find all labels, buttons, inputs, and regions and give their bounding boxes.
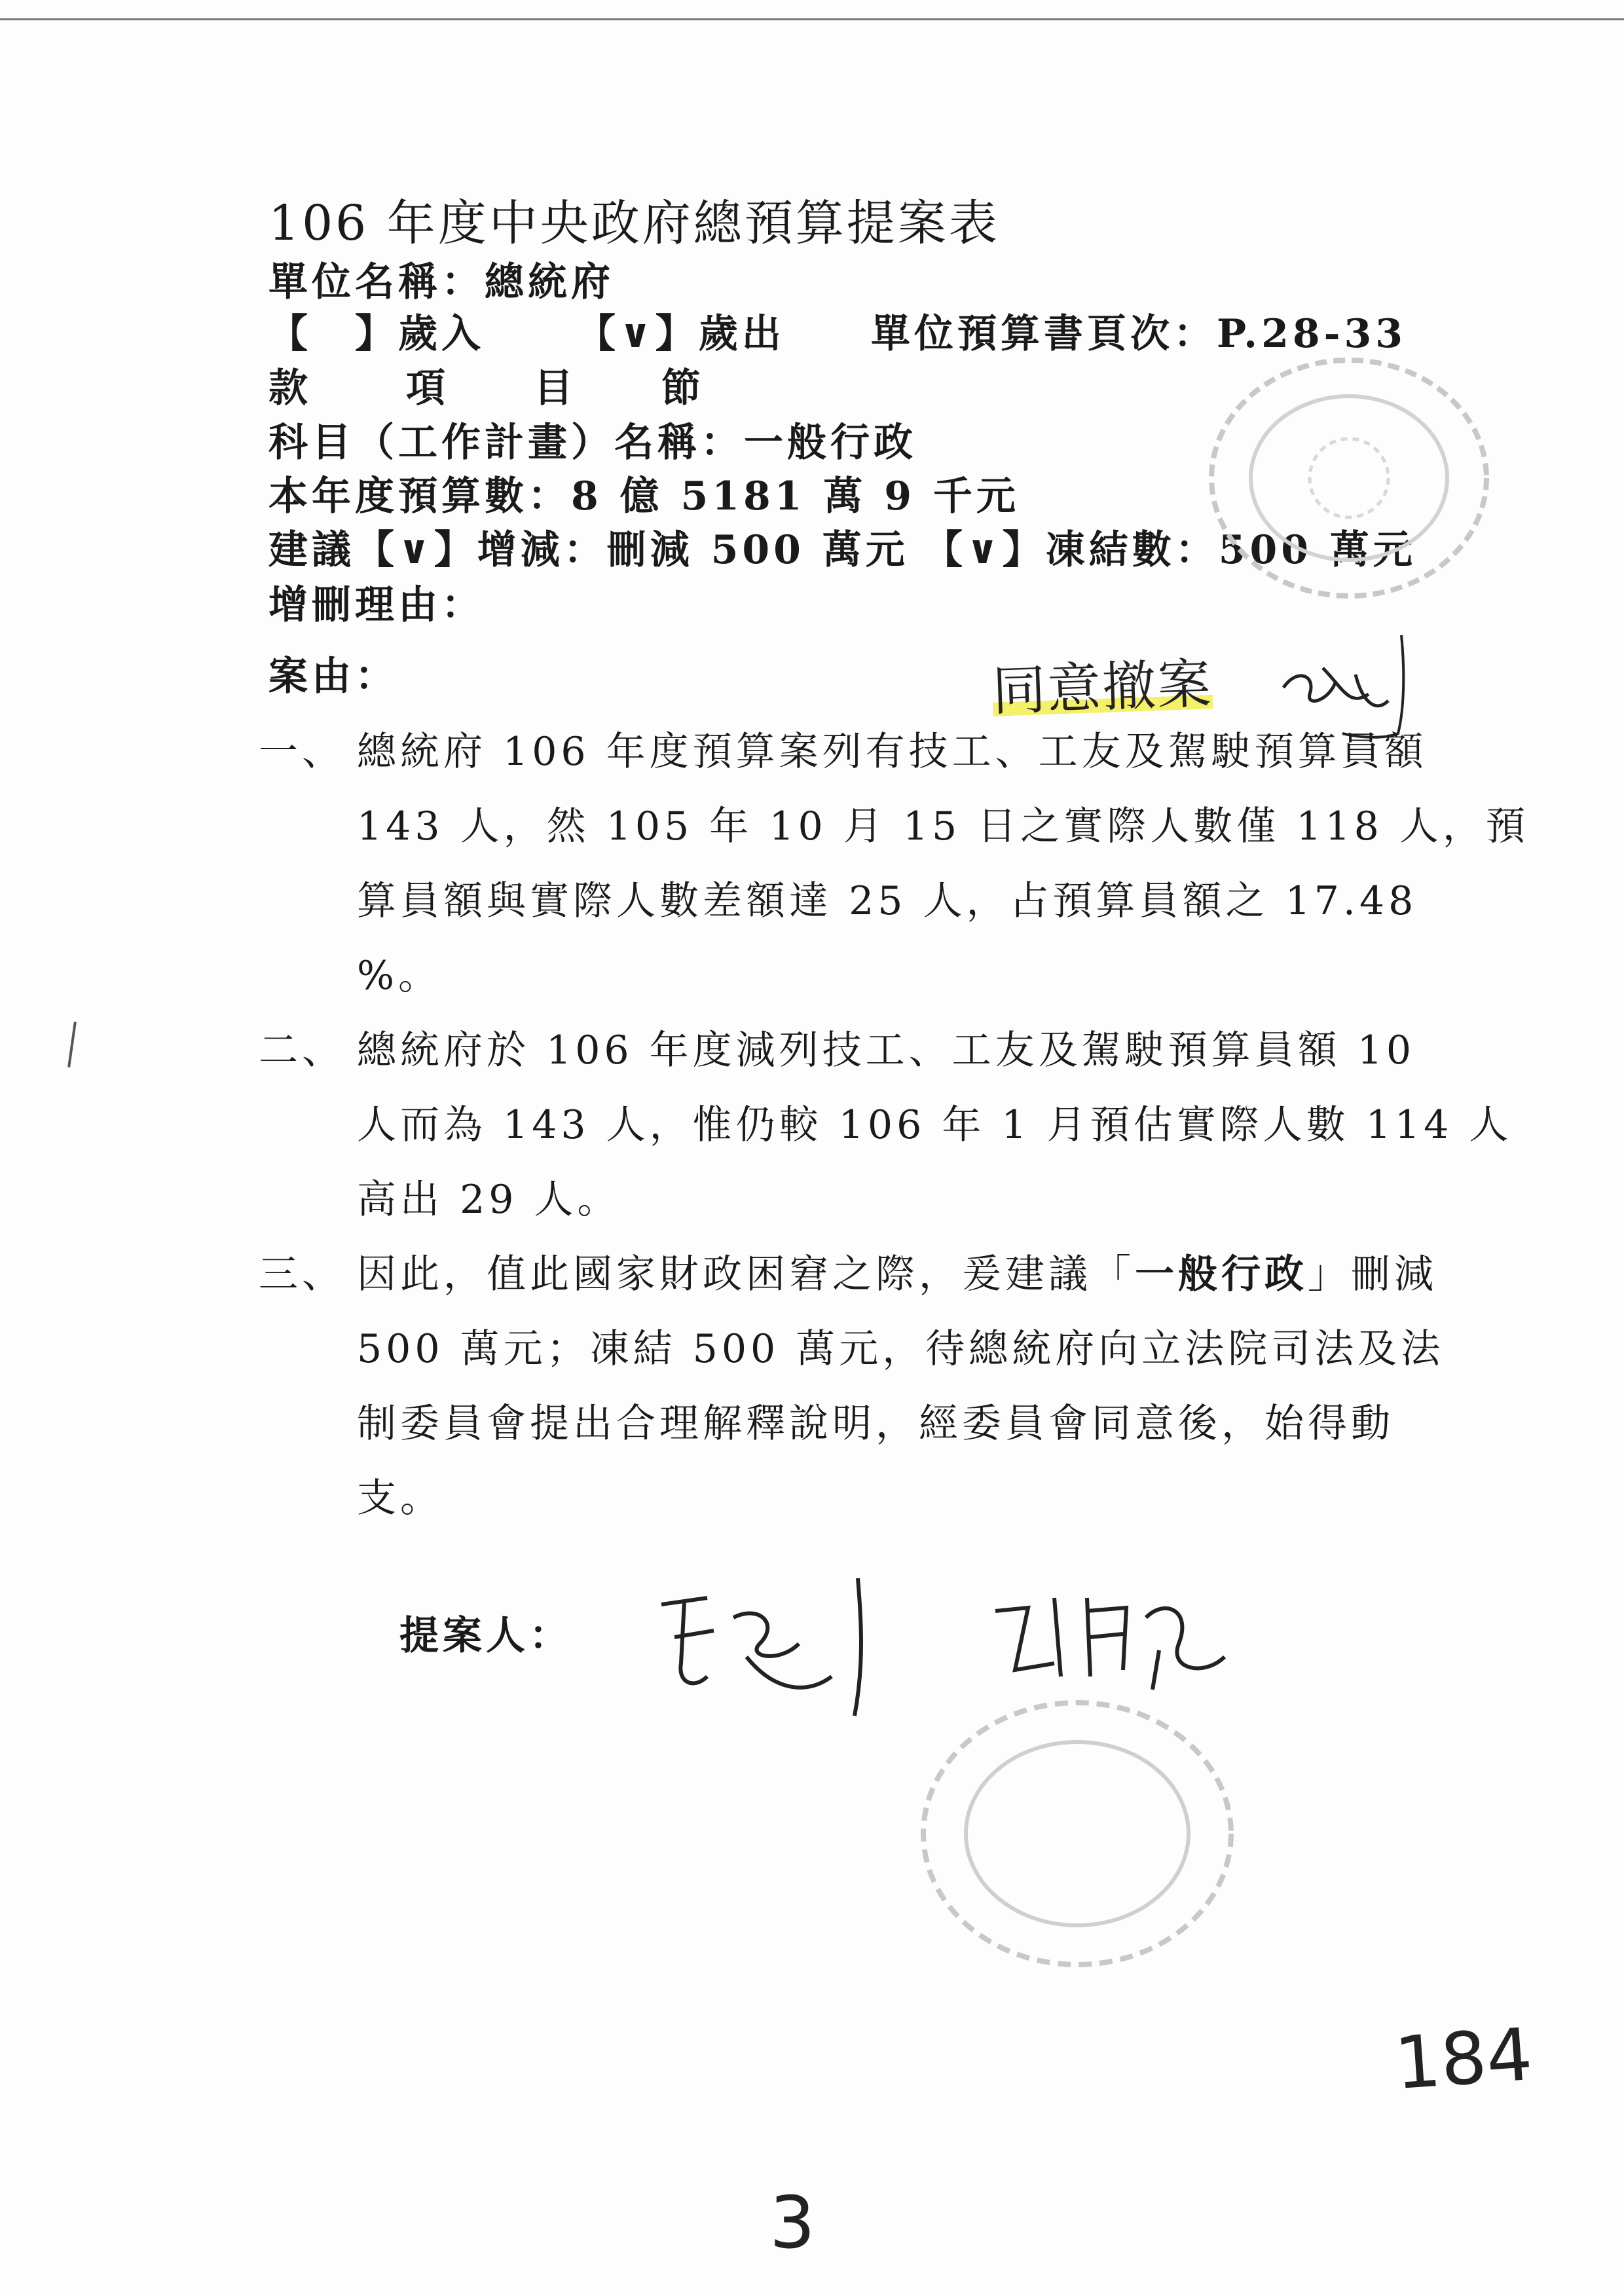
scan-top-edge (0, 18, 1624, 20)
official-seal-top (1198, 347, 1500, 609)
item-3-line-1-bold: 一般行政 (1135, 1251, 1308, 1297)
cause-label: 案由： (268, 654, 398, 699)
handwritten-withdraw-note: 同意撤案 (991, 641, 1213, 726)
item-2-line-2: 人而為 143 人，惟仍較 106 年 1 月預估實際人數 114 人 (357, 1102, 1513, 1148)
item-1-line-2: 143 人，然 105 年 10 月 15 日之實際人數僅 118 人，預 (357, 804, 1529, 849)
handwritten-page-number: 184 (1392, 2012, 1536, 2106)
unit-name: 單位名稱：總統府 (268, 259, 614, 305)
subject-name: 科目（工作計畫）名稱：一般行政 (268, 420, 917, 466)
mu-label: 目 (534, 365, 577, 411)
item-3-marker: 三、 (259, 1251, 345, 1297)
item-1-line-3: 算員額與實際人數差額達 25 人，占預算員額之 17.48 (357, 878, 1418, 924)
item-1-line-4: %。 (357, 953, 442, 999)
document-title: 106 年度中央政府總預算提案表 (268, 195, 1000, 251)
reason-label: 增刪理由： (268, 582, 485, 628)
expense-checkbox-label: 【∨】歲出 (576, 311, 785, 357)
item-3-line-3: 制委員會提出合理解釋說明，經委員會同意後，始得動 (357, 1401, 1394, 1447)
item-3-line-1-post: 」刪減 (1308, 1251, 1437, 1297)
item-2-line-3: 高出 29 人。 (357, 1177, 621, 1223)
item-3-line-1-pre: 因此，值此國家財政困窘之際，爰建議「 (357, 1251, 1135, 1297)
suggest-change: 建議【∨】增減：刪減 500 萬元 (268, 527, 909, 573)
item-2-marker: 二、 (259, 1028, 345, 1073)
item-2-line-1: 總統府於 106 年度減列技工、工友及駕駛預算員額 10 (357, 1028, 1416, 1073)
proposer-signature-2 (982, 1572, 1238, 1703)
official-seal-bottom (910, 1690, 1244, 1978)
item-3-line-4: 支。 (357, 1475, 443, 1521)
xiang-label: 項 (406, 365, 449, 411)
stray-mark (67, 1022, 77, 1067)
freeze-amount: 【∨】凍結數：500 萬元 (923, 527, 1416, 573)
page-reference: 單位預算書頁次：P.28-33 (871, 311, 1407, 357)
handwritten-bottom-number: 3 (769, 2181, 815, 2265)
budget-amount: 本年度預算數：8 億 5181 萬 9 千元 (268, 473, 1020, 519)
proposer-signature-1 (648, 1565, 897, 1735)
jie-label: 節 (661, 365, 705, 411)
kuan-label: 款 (268, 365, 312, 411)
item-1-line-1: 總統府 106 年度預算案列有技工、工友及駕駛預算員額 (357, 729, 1428, 775)
item-1-marker: 一、 (259, 729, 345, 775)
item-3-line-1 (357, 1243, 1437, 1299)
revenue-checkbox-label: 【 】歲入 (268, 311, 485, 357)
item-3-line-2: 500 萬元；凍結 500 萬元，待總統府向立法院司法及法 (357, 1326, 1445, 1372)
proposer-label: 提案人： (399, 1613, 572, 1659)
